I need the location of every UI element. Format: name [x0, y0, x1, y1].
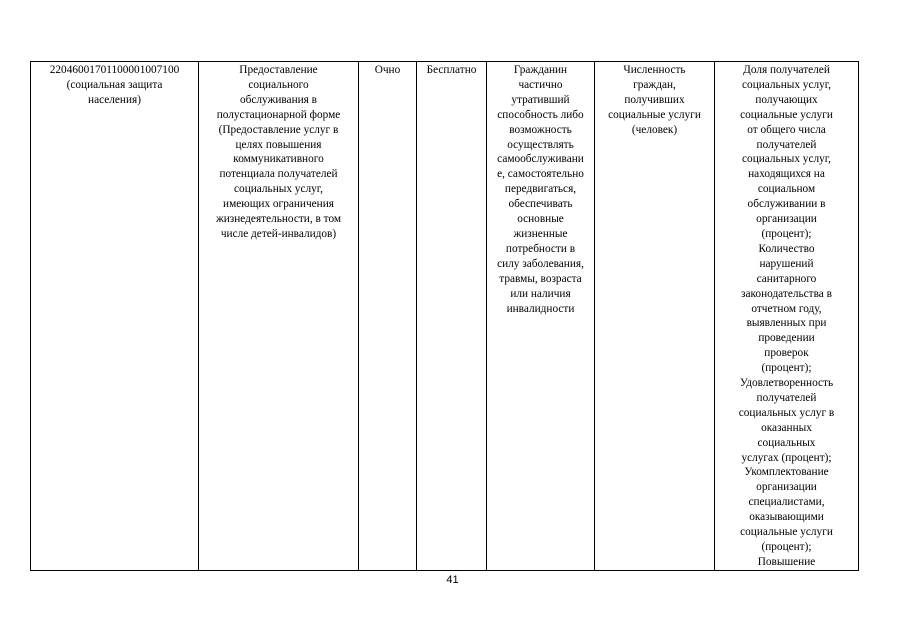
- service-form-cell: Очно: [359, 62, 417, 571]
- quality-indicators-cell: Доля получателей социальных услуг, получающих социальные услуги от общего числа получателей социальных услуг, находящихся на социальном обслуживании в организации (процент); Количество нарушений санитарного законодательства в отчетном году, выявленных при проведении проверок (процент); Удовлетворенность получателей социальных услуг в оказанных социальных услугах (процент); Укомплектование организации специалистами, оказывающими социальные услуги (процент); Повышение: [715, 62, 859, 571]
- payment-cell: Бесплатно: [417, 62, 487, 571]
- page-number: 41: [446, 574, 459, 586]
- service-name-cell: Предоставление социального обслуживания в полустационарной форме (Предоставление услуг в целях повышения коммуникативного потенциала получателей социальных услуг, имеющих ограничения жизнедеятельности, в том числе детей-инвалидов): [199, 62, 359, 571]
- table-row: [31, 62, 859, 571]
- services-table-wrapper: [30, 61, 859, 571]
- services-table: [30, 61, 859, 571]
- recipients-category-cell: Гражданин частично утративший способность либо возможность осуществлять самообслуживани е, самостоятельно передвигаться, обеспечивать основные жизненные потребности в силу заболевания, травмы, возраста или наличия инвалидности: [487, 62, 595, 571]
- registry-code-cell: 22046001701100001007100 (социальная защита населения): [31, 62, 199, 571]
- volume-indicator-cell: Численность граждан, получивших социальные услуги (человек): [595, 62, 715, 571]
